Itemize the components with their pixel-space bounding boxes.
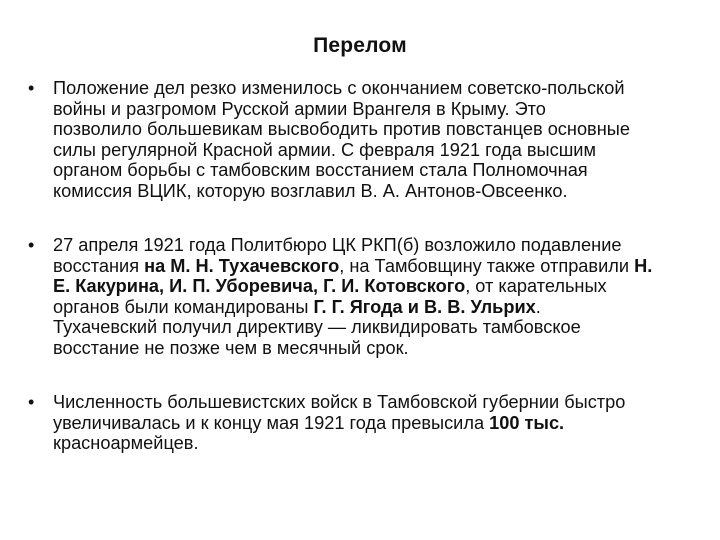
bold-text-run: на М. Н. Тухачевского xyxy=(144,255,340,276)
bullet-item-troop-numbers xyxy=(28,392,718,454)
slide-title: Перелом xyxy=(313,34,407,57)
text-line: 27 апреля 1921 года Политбюро ЦК РКП(б) возложило подавление xyxy=(53,235,622,255)
text-run: , на Тамбовщину также отправили xyxy=(339,255,635,276)
text-line: Численность большевистских войск в Тамбовской губернии быстро xyxy=(53,392,626,412)
text-line: войны и разгромом Русской армии Врангеля в Крыму. Это xyxy=(53,98,546,119)
text-line xyxy=(53,297,718,318)
bold-text-run: Н. xyxy=(634,255,653,276)
text-line: комиссия ВЦИК, которую возглавил В. А. Антонов-Овсеенко. xyxy=(53,180,568,201)
text-run: увеличивалась и к концу мая 1921 года превысила xyxy=(53,412,490,433)
text-line xyxy=(53,256,718,277)
bullet-icon: • xyxy=(28,235,35,255)
bullet-icon: • xyxy=(28,392,35,412)
text-line: позволило большевикам высвободить против повстанцев основные xyxy=(53,119,630,139)
bullet-icon: • xyxy=(28,78,35,98)
bullet-item-politburo-decision xyxy=(28,235,718,358)
bullet-item-situation-change xyxy=(28,78,718,201)
bullet-text xyxy=(53,78,718,201)
text-line: Тухачевский получил директиву — ликвидировать тамбовское xyxy=(53,317,581,337)
text-line: органом борьбы с тамбовским восстанием стала Полномочная xyxy=(53,160,588,180)
bold-text-run: 100 тыс. xyxy=(489,412,565,433)
bullet-text xyxy=(53,392,718,454)
bullet-text xyxy=(53,235,718,358)
text-line xyxy=(53,413,718,434)
bold-text-run: Г. Г. Ягода и В. В. Ульрих xyxy=(313,296,536,317)
bold-text-run: Е. Какурина, И. П. Уборевича, Г. И. Котовского xyxy=(53,276,466,296)
text-run: , от карательных xyxy=(465,276,607,296)
text-run: органов были командированы xyxy=(53,296,314,317)
text-line: Положение дел резко изменилось с окончанием советско-польской xyxy=(53,78,625,98)
text-line xyxy=(53,276,718,297)
text-line: восстание не позже чем в месячный срок. xyxy=(53,337,409,358)
text-line: красноармейцев. xyxy=(53,433,199,453)
text-line: силы регулярной Красной армии. С февраля 1921 года высшим xyxy=(53,139,596,160)
text-run: . xyxy=(535,296,541,317)
text-run: восстания xyxy=(53,255,145,276)
